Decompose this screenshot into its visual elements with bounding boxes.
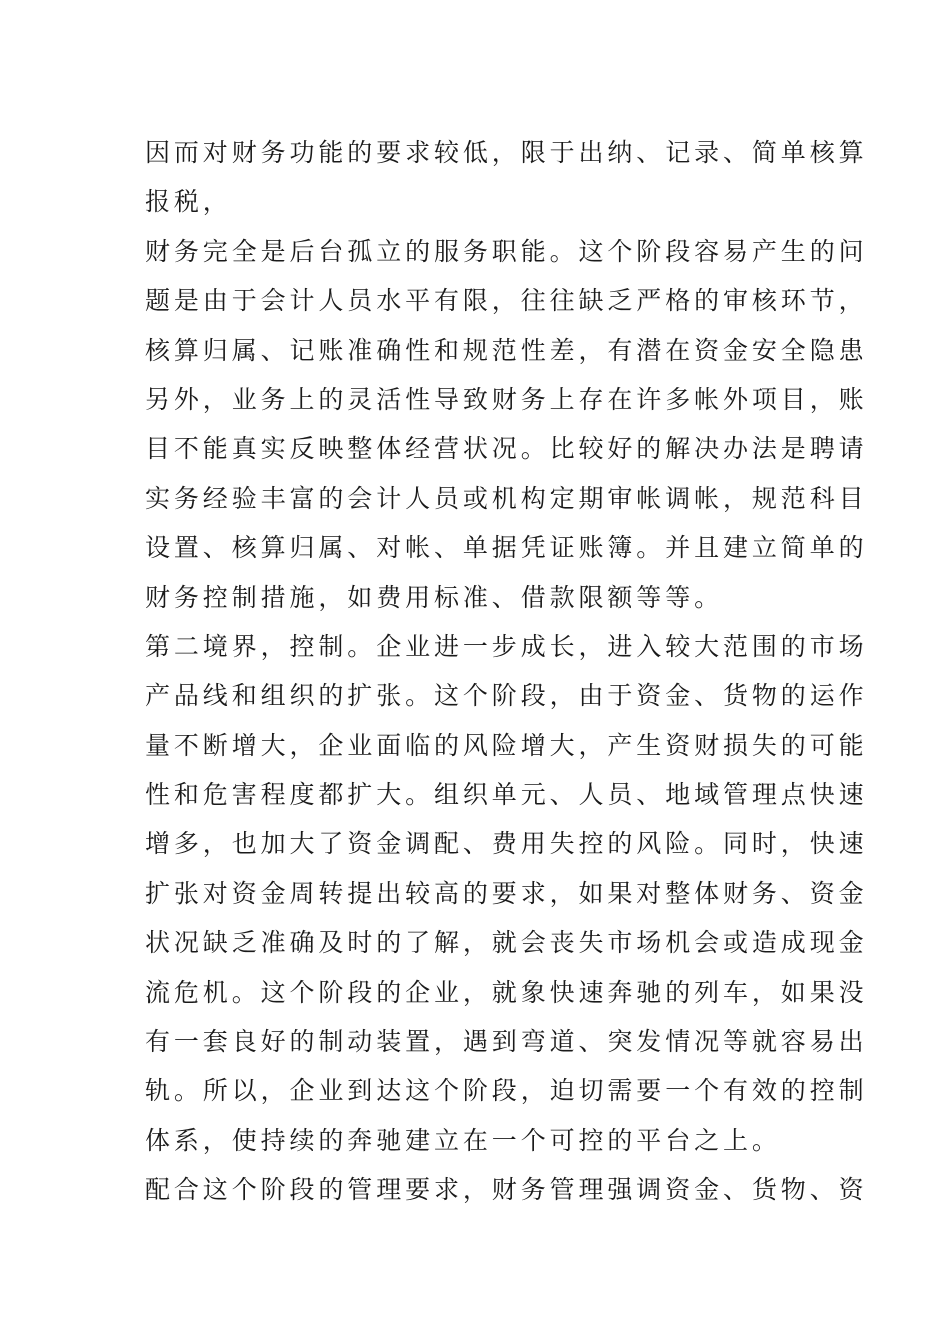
text-line: 财务控制措施，如费用标准、借款限额等等。: [145, 582, 724, 612]
text-line: 性和危害程度都扩大。组织单元、人员、地域管理点快速: [145, 780, 868, 810]
text-line: 实务经验丰富的会计人员或机构定期审帐调帐，规范科目: [145, 483, 868, 513]
text-line: 另外，业务上的灵活性导致财务上存在许多帐外项目，账: [145, 384, 868, 414]
text-line: 第二境界，控制。企业进一步成长，进入较大范围的市场: [145, 631, 868, 661]
text-line: 核算归属、记账准确性和规范性差，有潜在资金安全隐患: [145, 335, 868, 365]
text-line: 财务完全是后台孤立的服务职能。这个阶段容易产生的问: [145, 236, 868, 266]
text-line: 配合这个阶段的管理要求，财务管理强调资金、货物、资: [145, 1175, 868, 1205]
text-line: 轨。所以，企业到达这个阶段，迫切需要一个有效的控制: [145, 1076, 868, 1106]
text-line: 状况缺乏准确及时的了解，就会丧失市场机会或造成现金: [145, 928, 868, 958]
text-line: 题是由于会计人员水平有限，往往缺乏严格的审核环节，: [145, 286, 868, 316]
text-line: 因而对财务功能的要求较低，限于出纳、记录、简单核算: [145, 138, 868, 167]
text-line: 增多，也加大了资金调配、费用失控的风险。同时，快速: [145, 829, 868, 859]
text-line: 有一套良好的制动装置，遇到弯道、突发情况等就容易出: [145, 1027, 868, 1057]
text-line: 体系，使持续的奔驰建立在一个可控的平台之上。: [145, 1125, 781, 1155]
text-line: 目不能真实反映整体经营状况。比较好的解决办法是聘请: [145, 434, 868, 464]
text-line: 报税，: [145, 187, 232, 217]
text-line: 产品线和组织的扩张。这个阶段，由于资金、货物的运作: [145, 681, 868, 711]
body-text: [145, 128, 868, 1215]
text-line: 设置、核算归属、对帐、单据凭证账簿。并且建立简单的: [145, 533, 868, 563]
text-line: 量不断增大，企业面临的风险增大，产生资财损失的可能: [145, 730, 868, 760]
text-line: 扩张对资金周转提出较高的要求，如果对整体财务、资金: [145, 878, 868, 908]
text-line: 流危机。这个阶段的企业，就象快速奔驰的列车，如果没: [145, 977, 868, 1007]
